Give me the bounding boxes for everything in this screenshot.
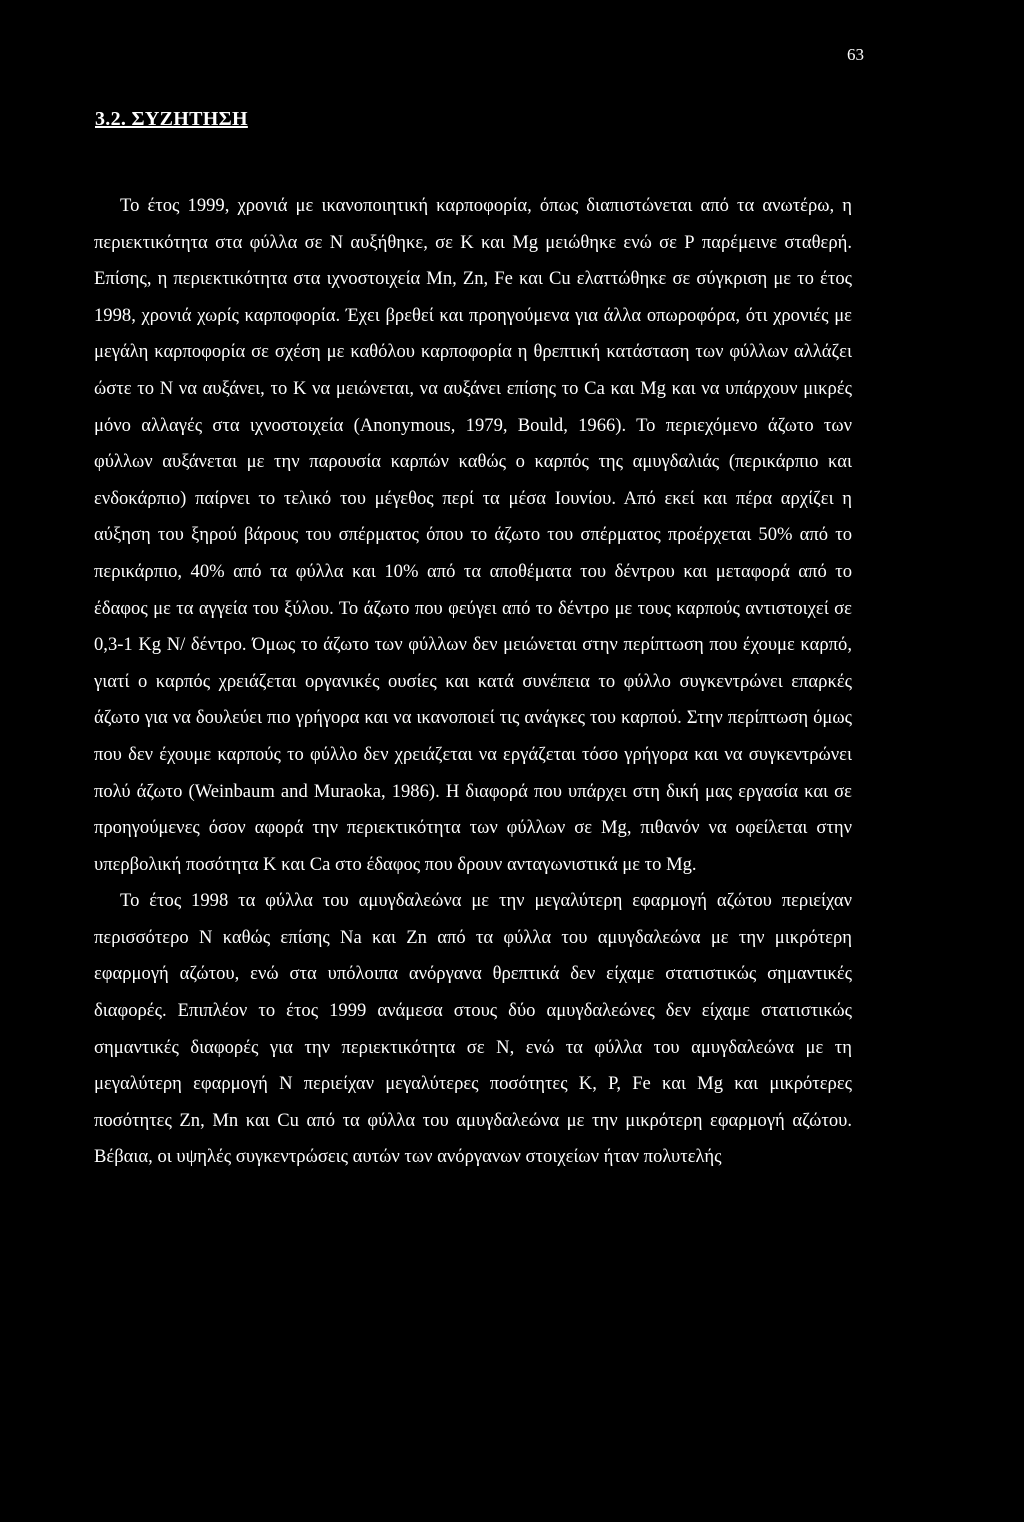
body-text	[94, 188, 852, 1176]
page-number: 63	[847, 45, 864, 64]
paragraph: Το έτος 1999, χρονιά με ικανοποιητική καρποφορία, όπως διαπιστώνεται από τα ανωτέρω, η περιεκτικότητα στα φύλλα σε Ν αυξήθηκε, σε Κ και Mg μειώθηκε ενώ σε Ρ παρέμεινε σταθερή. Επίσης, η περιεκτικότητα στα ιχνοστοιχεία Mn, Zn, Fe και Cu ελαττώθηκε σε σύγκριση με το έτος 1998, χρονιά χωρίς καρποφορία. Έχει βρεθεί και προηγούμενα για άλλα οπωροφόρα, ότι χρονιές με μεγάλη καρποφορία σε σχέση με καθόλου καρποφορία η θρεπτική κατάσταση των φύλλων αλλάζει ώστε το Ν να αυξάνει, το Κ να μειώνεται, να αυξάνει επίσης το Ca και Mg και να υπάρχουν μικρές μόνο αλλαγές στα ιχνοστοιχεία (Anonymous, 1979, Bould, 1966). Το περιεχόμενο άζωτο των φύλλων αυξάνεται με την παρουσία καρπών καθώς ο καρπός της αμυγδαλιάς (περικάρπιο και ενδοκάρπιο) παίρνει το τελικό του μέγεθος περί τα μέσα Ιουνίου. Από εκεί και πέρα αρχίζει η αύξηση του ξηρού βάρους του σπέρματος όπου το άζωτο του σπέρματος προέρχεται 50% από το περικάρπιο, 40% από τα φύλλα και 10% από τα αποθέματα του δέντρου και μεταφορά από το έδαφος με τα αγγεία του ξύλου. Το άζωτο που φεύγει από το δέντρο με τους καρπούς αντιστοιχεί σε 0,3-1 Kg Ν/ δέντρο. Όμως το άζωτο των φύλλων δεν μειώνεται στην περίπτωση που έχουμε καρπό, γιατί ο καρπός χρειάζεται οργανικές ουσίες και κατά συνέπεια το φύλλο συγκεντρώνει επαρκές άζωτο για να δουλεύει πιο γρήγορα και να ικανοποιεί τις ανάγκες του καρπού. Στην περίπτωση όμως που δεν έχουμε καρπούς το φύλλο δεν χρειάζεται να εργάζεται τόσο γρήγορα και να συγκεντρώνει πολύ άζωτο (Weinbaum and Muraoka, 1986). Η διαφορά που υπάρχει στη δική μας εργασία και σε προηγούμενες όσον αφορά την περιεκτικότητα των φύλλων σε Mg, πιθανόν να οφείλεται στην υπερβολική ποσότητα Κ και Ca στο έδαφος που δρουν ανταγωνιστικά με το Mg.	[94, 195, 852, 875]
paragraph: Το έτος 1998 τα φύλλα του αμυγδαλεώνα με την μεγαλύτερη εφαρμογή αζώτου περιείχαν περισσότερο Ν καθώς επίσης Na και Zn από τα φύλλα του αμυγδαλεώνα με την μικρότερη εφαρμογή αζώτου, ενώ στα υπόλοιπα ανόργανα θρεπτικά δεν είχαμε στατιστικώς σημαντικές διαφορές. Επιπλέον το έτος 1999 ανάμεσα στους δύο αμυγδαλεώνες δεν είχαμε στατιστικώς σημαντικές διαφορές για την περιεκτικότητα σε Ν, ενώ τα φύλλα του αμυγδαλεώνα με τη μεγαλύτερη εφαρμογή Ν περιείχαν μεγαλύτερες ποσότητες Κ, Ρ, Fe και Mg και μικρότερες ποσότητες Zn, Mn και Cu από τα φύλλα του αμυγδαλεώνα με την μικρότερη εφαρμογή αζώτου. Βέβαια, οι υψηλές συγκεντρώσεις αυτών των ανόργανων στοιχείων ήταν πολυτελής	[94, 890, 852, 1168]
section-title: 3.2. ΣΥΖΗΤΗΣΗ	[95, 108, 248, 130]
